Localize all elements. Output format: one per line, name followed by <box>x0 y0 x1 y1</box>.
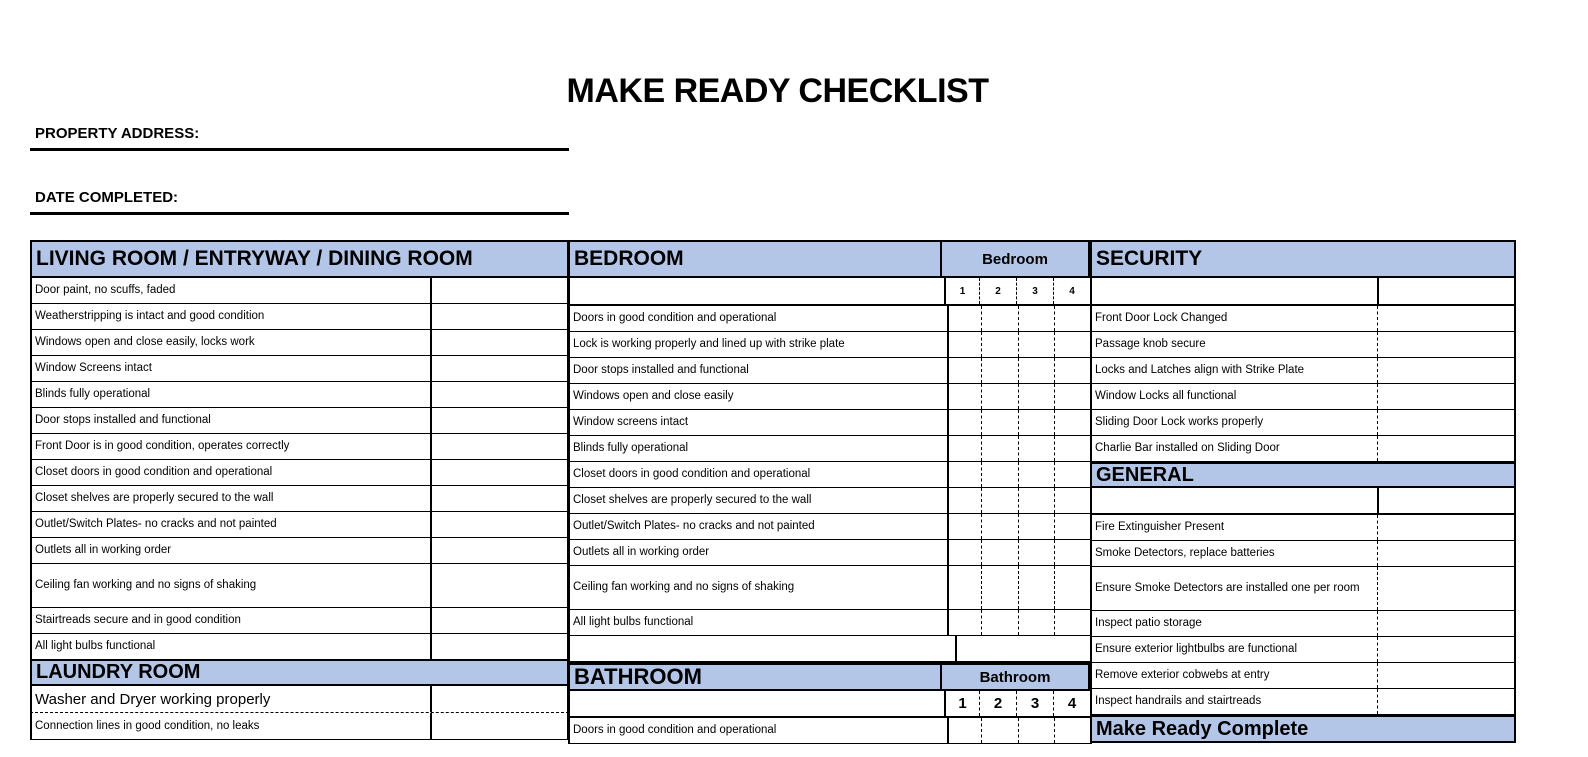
date-completed-label: DATE COMPLETED: <box>35 189 179 206</box>
checkbox-cell[interactable] <box>430 634 567 659</box>
checklist-item-label: Doors in good condition and operational <box>573 312 777 324</box>
table-row <box>1090 384 1516 410</box>
checklist-item-label: Door paint, no scuffs, faded <box>35 284 176 296</box>
table-row <box>1090 515 1516 541</box>
general-header: GENERAL <box>1090 462 1516 488</box>
checkbox-cell[interactable] <box>1054 718 1090 743</box>
checklist-item-label: Remove exterior cobwebs at entry <box>1095 669 1270 681</box>
checkbox-cell[interactable] <box>981 718 1017 743</box>
checkbox-cell[interactable] <box>1377 611 1514 636</box>
checkbox-cell[interactable] <box>947 462 981 487</box>
table-row <box>568 488 1092 514</box>
table-row <box>1090 306 1516 332</box>
table-row <box>568 384 1092 410</box>
checkbox-cell[interactable] <box>1377 541 1514 566</box>
checkbox-cell[interactable] <box>947 488 981 513</box>
table-row <box>30 512 569 538</box>
checkbox-cell[interactable] <box>430 278 567 303</box>
checklist-item-label: Outlets all in working order <box>35 544 172 556</box>
checkbox-cell[interactable] <box>1018 718 1054 743</box>
checkbox-cell[interactable] <box>981 540 1017 565</box>
checklist-item-label: Sliding Door Lock works properly <box>1095 416 1264 428</box>
checklist-item-label: Washer and Dryer working properly <box>35 690 271 708</box>
checkbox-cell[interactable] <box>947 384 981 409</box>
security-section <box>1090 240 1516 743</box>
checkbox-cell[interactable] <box>981 436 1017 461</box>
checkbox-cell[interactable] <box>1018 410 1054 435</box>
checklist-item-label: Ensure exterior lightbulbs are functional <box>1095 643 1298 655</box>
table-row <box>568 332 1092 358</box>
table-row <box>568 718 1092 744</box>
checkbox-cell[interactable] <box>1377 436 1514 461</box>
checklist-item-label: Inspect handrails and stairtreads <box>1095 695 1262 707</box>
checkbox-cell[interactable] <box>430 608 567 633</box>
page-title: MAKE READY CHECKLIST <box>566 72 989 110</box>
checklist-item-label: Window screens intact <box>573 416 689 428</box>
living-room-section <box>30 240 569 740</box>
checkbox-cell[interactable] <box>430 713 567 739</box>
checkbox-cell[interactable] <box>947 718 981 743</box>
checkbox-cell[interactable] <box>981 488 1017 513</box>
checkbox-cell[interactable] <box>430 408 567 433</box>
checkbox-cell[interactable] <box>981 332 1017 357</box>
table-row <box>1090 637 1516 663</box>
bedroom-header: BEDROOM <box>568 240 942 278</box>
property-address-field[interactable] <box>30 148 569 151</box>
checkbox-cell[interactable] <box>1054 540 1090 565</box>
checkbox-cell[interactable] <box>430 686 567 712</box>
checklist-item-label: Closet doors in good condition and operational <box>573 468 811 480</box>
checkbox-cell[interactable] <box>947 358 981 383</box>
table-row <box>1090 541 1516 567</box>
table-row <box>30 460 569 486</box>
checklist-item-label: Locks and Latches align with Strike Plate <box>1095 364 1305 376</box>
checklist-item-label: Doors in good condition and operational <box>573 724 777 736</box>
table-row <box>1090 567 1516 611</box>
checklist-item-label: Outlets all in working order <box>573 546 710 558</box>
checkbox-cell[interactable] <box>1018 610 1054 635</box>
table-row <box>30 538 569 564</box>
checkbox-cell[interactable] <box>947 514 981 539</box>
checklist-item-label: All light bulbs functional <box>35 640 156 652</box>
checkbox-cell[interactable] <box>430 538 567 563</box>
checkbox-cell[interactable] <box>947 436 981 461</box>
room-number: 3 <box>1016 691 1053 716</box>
checkbox-cell[interactable] <box>1054 410 1090 435</box>
make-ready-complete-header: Make Ready Complete <box>1090 715 1516 743</box>
table-row <box>30 634 569 660</box>
room-number: 2 <box>979 278 1016 304</box>
table-row <box>30 304 569 330</box>
checkbox-cell[interactable] <box>1054 436 1090 461</box>
room-number: 4 <box>1053 278 1090 304</box>
checkbox-cell[interactable] <box>1018 358 1054 383</box>
checkbox-cell[interactable] <box>1054 488 1090 513</box>
checkbox-cell[interactable] <box>430 434 567 459</box>
checklist-item-label: Front Door is in good condition, operates correctly <box>35 440 290 452</box>
checkbox-cell[interactable] <box>1018 384 1054 409</box>
checklist-item-label: Connection lines in good condition, no leaks <box>35 719 260 732</box>
table-row <box>30 382 569 408</box>
checklist-item-label: Stairtreads secure and in good condition <box>35 614 241 626</box>
checkbox-cell[interactable] <box>1377 410 1514 435</box>
table-row <box>568 610 1092 636</box>
checkbox-cell[interactable] <box>430 330 567 355</box>
table-row <box>568 436 1092 462</box>
table-row <box>1090 663 1516 689</box>
checkbox-cell[interactable] <box>1054 514 1090 539</box>
living-room-header: LIVING ROOM / ENTRYWAY / DINING ROOM <box>30 240 569 278</box>
checkbox-cell[interactable] <box>430 564 567 607</box>
checklist-item-label: Closet shelves are properly secured to the wall <box>35 492 274 504</box>
checkbox-cell[interactable] <box>1018 540 1054 565</box>
table-row <box>1090 611 1516 637</box>
checkbox-cell[interactable] <box>947 306 981 331</box>
checkbox-cell[interactable] <box>430 512 567 537</box>
checkbox-cell[interactable] <box>1377 567 1514 610</box>
checkbox-cell[interactable] <box>1054 384 1090 409</box>
checkbox-cell[interactable] <box>981 358 1017 383</box>
checklist-item-label: All light bulbs functional <box>573 616 694 628</box>
checkbox-cell[interactable] <box>947 540 981 565</box>
table-row <box>30 608 569 634</box>
checkbox-cell[interactable] <box>430 356 567 381</box>
checklist-item-label: Closet doors in good condition and operational <box>35 466 273 478</box>
table-row <box>1090 436 1516 462</box>
checklist-item-label: Smoke Detectors, replace batteries <box>1095 547 1275 559</box>
security-header: SECURITY <box>1090 240 1516 278</box>
checkbox-cell[interactable] <box>947 410 981 435</box>
checkbox-cell[interactable] <box>981 566 1017 609</box>
table-row <box>1090 358 1516 384</box>
checkbox-cell[interactable] <box>981 462 1017 487</box>
table-row <box>30 486 569 512</box>
checkbox-cell[interactable] <box>1018 566 1054 609</box>
checkbox-cell[interactable] <box>1377 663 1514 688</box>
checkbox-cell[interactable] <box>1377 358 1514 383</box>
checklist-item-label: Ceiling fan working and no signs of shaking <box>35 579 257 591</box>
checkbox-cell[interactable] <box>947 610 981 635</box>
checkbox-cell[interactable] <box>1054 332 1090 357</box>
table-row <box>30 564 569 608</box>
checkbox-cell[interactable] <box>1377 515 1514 540</box>
bathroom-header: BATHROOM <box>568 663 942 691</box>
checkbox-cell[interactable] <box>430 304 567 329</box>
table-row <box>30 713 569 740</box>
checkbox-cell[interactable] <box>1377 306 1514 331</box>
date-completed-field[interactable] <box>30 212 569 215</box>
checkbox-cell[interactable] <box>1377 384 1514 409</box>
table-row <box>568 358 1092 384</box>
bedroom-section <box>568 240 1092 744</box>
checkbox-cell[interactable] <box>1054 610 1090 635</box>
checkbox-cell[interactable] <box>947 332 981 357</box>
table-row <box>568 410 1092 436</box>
table-row <box>568 566 1092 610</box>
checklist-item-label: Outlet/Switch Plates- no cracks and not painted <box>573 520 815 532</box>
checklist-item-label: Weatherstripping is intact and good condition <box>35 310 265 322</box>
table-row <box>568 462 1092 488</box>
room-number: 3 <box>1016 278 1053 304</box>
bedroom-subheader: Bedroom <box>940 240 1090 278</box>
checkbox-cell[interactable] <box>981 306 1017 331</box>
checkbox-cell[interactable] <box>981 384 1017 409</box>
checklist-item-label: Window Locks all functional <box>1095 390 1237 402</box>
checkbox-cell[interactable] <box>1054 358 1090 383</box>
bathroom-subheader: Bathroom <box>940 663 1090 691</box>
checklist-item-label: Fire Extinguisher Present <box>1095 521 1225 533</box>
checklist-item-label: Ceiling fan working and no signs of shaking <box>573 581 795 593</box>
table-row <box>30 434 569 460</box>
checkbox-cell[interactable] <box>1054 306 1090 331</box>
checklist-item-label: Outlet/Switch Plates- no cracks and not painted <box>35 518 277 530</box>
room-number: 4 <box>1053 691 1090 716</box>
checklist-item-label: Front Door Lock Changed <box>1095 312 1228 324</box>
checkbox-cell[interactable] <box>430 460 567 485</box>
checkbox-cell[interactable] <box>1054 462 1090 487</box>
checkbox-cell[interactable] <box>1377 637 1514 662</box>
checkbox-cell[interactable] <box>1018 332 1054 357</box>
checkbox-cell[interactable] <box>1377 689 1514 714</box>
room-number: 1 <box>958 695 967 712</box>
table-row <box>30 330 569 356</box>
table-row <box>568 540 1092 566</box>
property-address-label: PROPERTY ADDRESS: <box>35 125 200 142</box>
checklist-item-label: Blinds fully operational <box>573 442 689 454</box>
table-row <box>30 278 569 304</box>
checkbox-cell[interactable] <box>1018 488 1054 513</box>
checkbox-cell[interactable] <box>947 566 981 609</box>
room-number: 2 <box>979 691 1016 716</box>
checklist-item-label: Window Screens intact <box>35 362 152 374</box>
table-row <box>1090 332 1516 358</box>
checklist-item-label: Inspect patio storage <box>1095 617 1202 629</box>
checkbox-cell[interactable] <box>1054 566 1090 609</box>
checklist-item-label: Blinds fully operational <box>35 388 151 400</box>
table-row <box>1090 689 1516 715</box>
checkbox-cell[interactable] <box>981 610 1017 635</box>
table-row <box>30 356 569 382</box>
checklist-item-label: Lock is working properly and lined up with strike plate <box>573 338 845 350</box>
table-row <box>1090 410 1516 436</box>
table-row <box>568 514 1092 540</box>
checklist-item-label: Closet shelves are properly secured to the wall <box>573 494 812 506</box>
checklist-item-label: Charlie Bar installed on Sliding Door <box>1095 442 1280 454</box>
checklist-item-label: Windows open and close easily, locks work <box>35 336 255 348</box>
checkbox-cell[interactable] <box>981 514 1017 539</box>
checkbox-cell[interactable] <box>430 486 567 511</box>
laundry-room-header: LAUNDRY ROOM <box>30 659 569 686</box>
checkbox-cell[interactable] <box>981 410 1017 435</box>
checkbox-cell[interactable] <box>1018 436 1054 461</box>
table-row <box>568 306 1092 332</box>
checklist-item-label: Door stops installed and functional <box>573 364 749 376</box>
checklist-item-label: Ensure Smoke Detectors are installed one per room <box>1095 582 1360 594</box>
checkbox-cell[interactable] <box>430 382 567 407</box>
checkbox-cell[interactable] <box>1018 306 1054 331</box>
table-row <box>30 408 569 434</box>
checklist-item-label: Passage knob secure <box>1095 338 1206 350</box>
checklist-item-label: Windows open and close easily <box>573 390 734 402</box>
checklist-item-label: Door stops installed and functional <box>35 414 211 426</box>
checkbox-cell[interactable] <box>1018 462 1054 487</box>
checkbox-cell[interactable] <box>1018 514 1054 539</box>
checkbox-cell[interactable] <box>1377 332 1514 357</box>
table-row <box>30 686 569 713</box>
room-number: 1 <box>959 285 966 297</box>
